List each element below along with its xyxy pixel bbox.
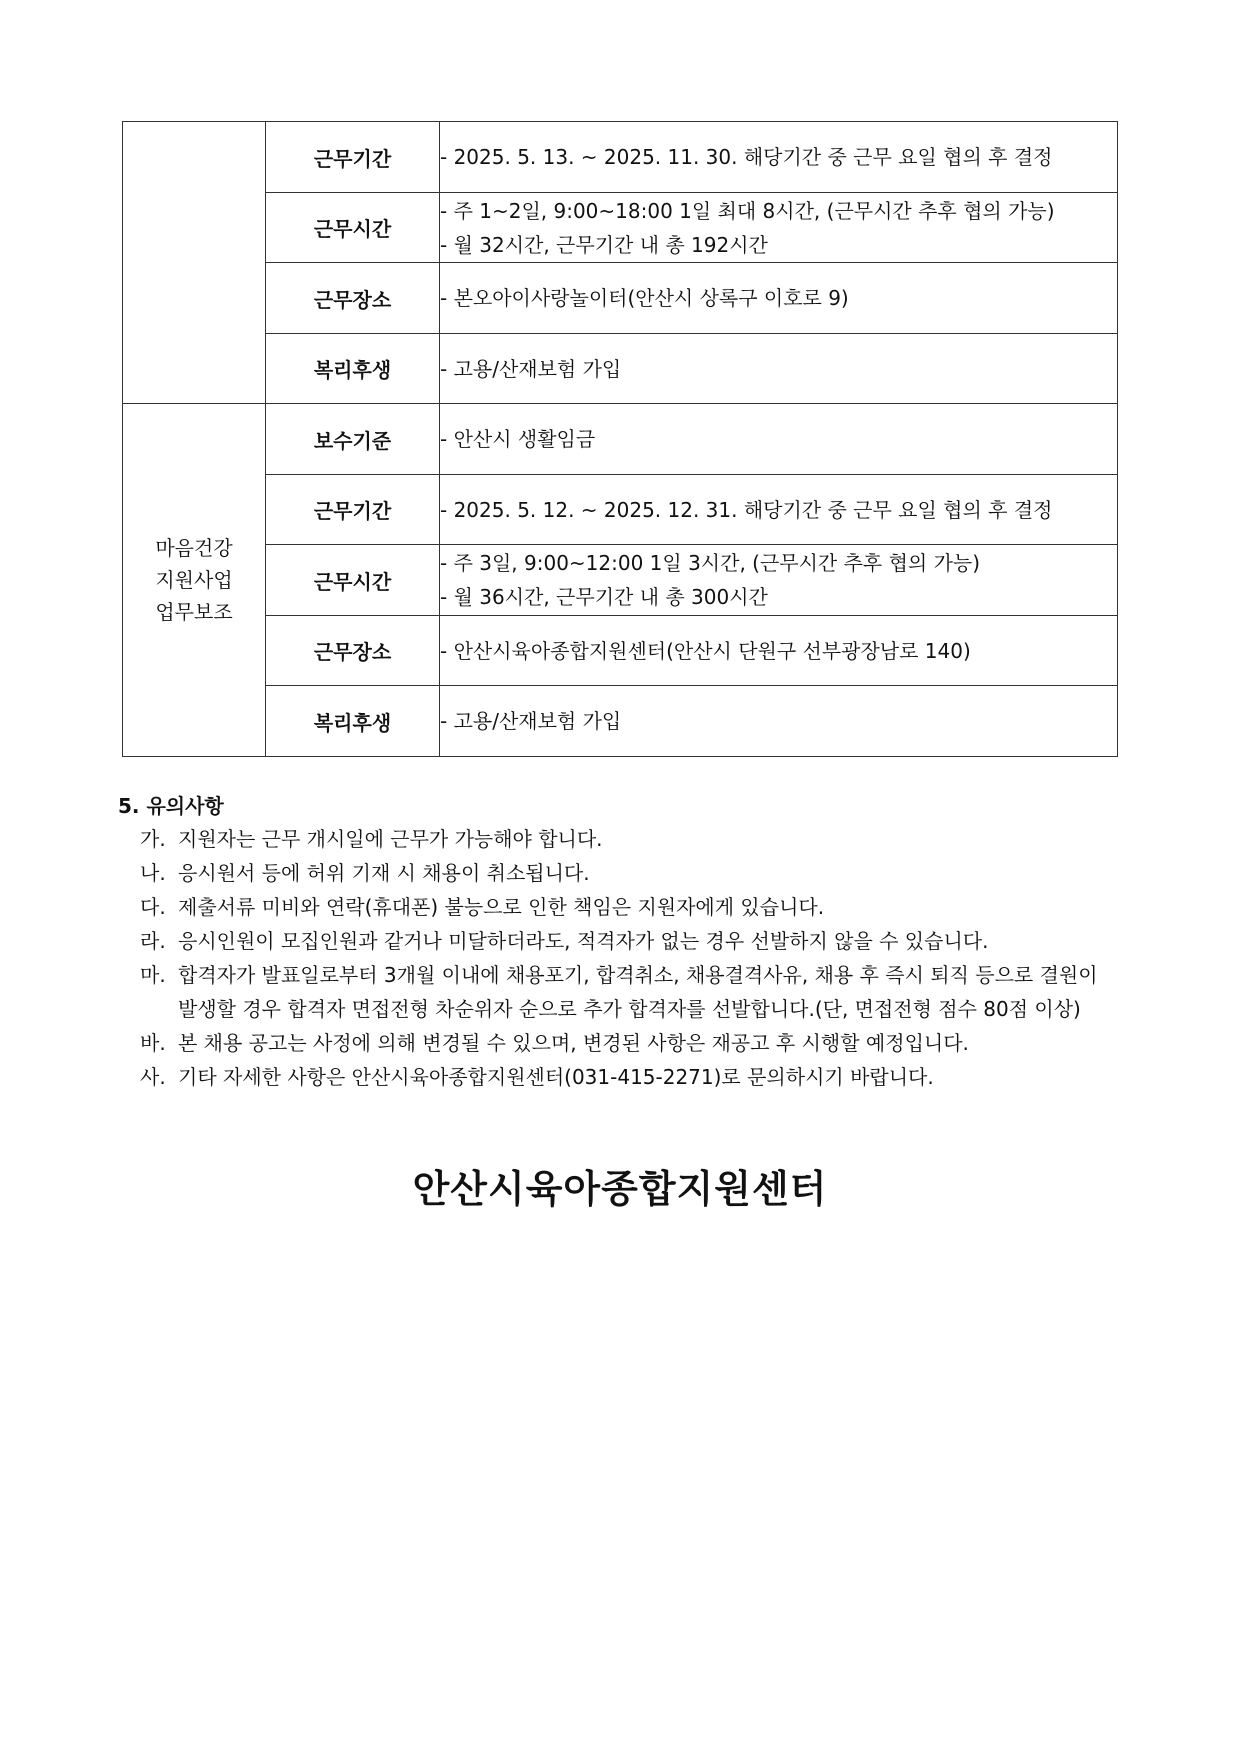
value-line: - 고용/산재보험 가입 xyxy=(440,356,622,381)
row-label: 근무장소 xyxy=(266,616,440,686)
notes-section xyxy=(118,790,1123,1094)
table-row xyxy=(123,616,1118,686)
row-label: 근무시간 xyxy=(266,193,440,263)
table-row xyxy=(123,193,1118,263)
note-marker: 다. xyxy=(140,895,166,919)
value-line: - 고용/산재보험 가입 xyxy=(440,709,622,733)
row-value xyxy=(440,334,1118,404)
value-line: - 본오아이사랑놀이터(안산시 상록구 이호로 9) xyxy=(440,286,849,310)
group-name-line: 마음건강 xyxy=(155,536,233,560)
note-text: 합격자가 발표일로부터 3개월 이내에 채용포기, 합격취소, 채용결격사유, 채용 후 즉시 퇴직 등으로 결원이 발생할 경우 합격자 면접전형 차순위자 순으로 추가 합격자를 선발합니다.(단, 면접전형 점수 80점 이상) xyxy=(178,963,1098,1021)
table-row xyxy=(123,686,1118,757)
note-marker: 가. xyxy=(140,827,166,851)
table-row xyxy=(123,545,1118,616)
value-line: - 안산시육아종합지원센터(안산시 단원구 선부광장남로 140) xyxy=(440,638,971,663)
row-label: 근무시간 xyxy=(266,545,440,616)
note-marker: 사. xyxy=(140,1065,166,1089)
note-item xyxy=(118,822,1123,856)
row-value xyxy=(440,404,1118,475)
row-value xyxy=(440,616,1118,686)
note-marker: 마. xyxy=(140,963,166,987)
table-row xyxy=(123,475,1118,545)
value-line: - 안산시 생활임금 xyxy=(440,427,596,451)
row-label: 복리후생 xyxy=(266,334,440,404)
note-item xyxy=(118,890,1123,924)
row-value xyxy=(440,475,1118,545)
value-line: - 2025. 5. 12. ~ 2025. 12. 31. 해당기간 중 근무 요일 협의 후 결정 xyxy=(440,497,1053,522)
employment-conditions-table xyxy=(122,121,1118,757)
row-label: 근무장소 xyxy=(266,263,440,334)
organization-name: 안산시육아종합지원센터 xyxy=(412,1167,828,1211)
group-cell-mental-health-support xyxy=(123,404,266,757)
value-line: - 월 32시간, 근무기간 내 총 192시간 xyxy=(440,232,768,257)
note-item xyxy=(118,1026,1123,1060)
value-line: - 주 1~2일, 9:00~18:00 1일 최대 8시간, (근무시간 추후 협의 가능) xyxy=(440,198,1055,223)
row-value xyxy=(440,122,1118,193)
group-name-line: 지원사업 xyxy=(155,568,233,592)
row-value xyxy=(440,545,1118,616)
row-value xyxy=(440,263,1118,334)
table-row xyxy=(123,404,1118,475)
row-value xyxy=(440,686,1118,757)
note-item xyxy=(118,958,1123,1026)
note-text: 응시인원이 모집인원과 같거나 미달하더라도, 적격자가 없는 경우 선발하지 않을 수 있습니다. xyxy=(178,929,989,953)
value-line: - 2025. 5. 13. ~ 2025. 11. 30. 해당기간 중 근무 요일 협의 후 결정 xyxy=(440,145,1053,169)
row-label: 근무기간 xyxy=(266,475,440,545)
row-label: 근무기간 xyxy=(266,122,440,193)
row-label: 복리후생 xyxy=(266,686,440,757)
table-row xyxy=(123,263,1118,334)
group-cell-continued xyxy=(123,122,266,404)
row-value xyxy=(440,193,1118,263)
note-text: 지원자는 근무 개시일에 근무가 가능해야 합니다. xyxy=(178,827,603,851)
notes-heading: 5. 유의사항 xyxy=(118,794,224,818)
note-text: 기타 자세한 사항은 안산시육아종합지원센터(031-415-2271)로 문의하시기 바랍니다. xyxy=(178,1065,934,1089)
note-text: 본 채용 공고는 사정에 의해 변경될 수 있으며, 변경된 사항은 재공고 후 시행할 예정입니다. xyxy=(178,1031,969,1055)
value-line: - 월 36시간, 근무기간 내 총 300시간 xyxy=(440,585,768,609)
note-marker: 바. xyxy=(140,1031,166,1055)
group-name-line: 업무보조 xyxy=(155,600,233,624)
value-line: - 주 3일, 9:00~12:00 1일 3시간, (근무시간 추후 협의 가능) xyxy=(440,551,981,575)
note-item xyxy=(118,856,1123,890)
note-item xyxy=(118,924,1123,958)
note-marker: 라. xyxy=(140,929,166,953)
table-row xyxy=(123,334,1118,404)
note-marker: 나. xyxy=(140,861,166,885)
table-row xyxy=(123,122,1118,193)
row-label: 보수기준 xyxy=(266,404,440,475)
note-text: 응시원서 등에 허위 기재 시 채용이 취소됩니다. xyxy=(178,861,590,885)
note-text: 제출서류 미비와 연락(휴대폰) 불능으로 인한 책임은 지원자에게 있습니다. xyxy=(178,895,825,919)
note-item xyxy=(118,1060,1123,1094)
